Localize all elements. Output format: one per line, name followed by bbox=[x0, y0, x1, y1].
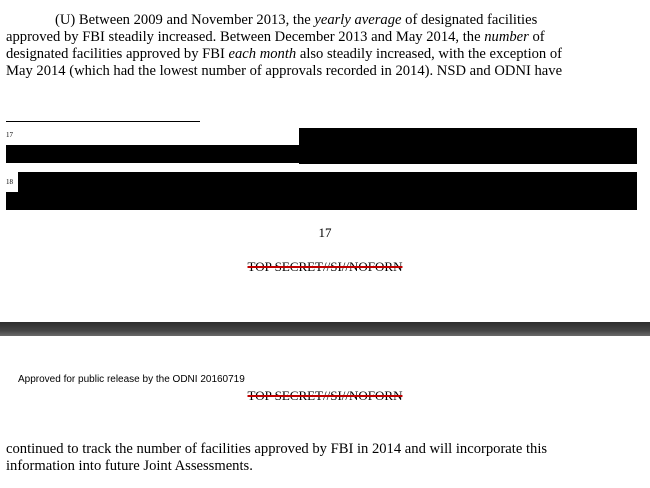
page-break-divider bbox=[0, 322, 650, 336]
paragraph-line: (U) Between 2009 and November 2013, the yearly average of designated facilities bbox=[55, 12, 538, 28]
footnote-separator bbox=[6, 121, 200, 122]
paragraph-line: approved by FBI steadily increased. Between December 2013 and May 2014, the number of bbox=[6, 29, 545, 45]
redaction-block bbox=[18, 172, 637, 192]
paragraph-line: May 2014 (which had the lowest number of approvals recorded in 2014). NSD and ODNI have bbox=[6, 63, 563, 79]
footnote-number: 17 bbox=[6, 131, 13, 139]
body-paragraph bbox=[6, 441, 646, 475]
redaction-block bbox=[6, 192, 637, 210]
body-paragraph bbox=[6, 12, 646, 80]
paragraph-line: information into future Joint Assessments. bbox=[6, 458, 253, 474]
redaction-block bbox=[299, 128, 637, 164]
redaction-block bbox=[6, 145, 299, 163]
document-page-2 bbox=[0, 336, 650, 488]
classification-marking: TOP SECRET//SI//NOFORN bbox=[247, 259, 403, 274]
paragraph-line: designated facilities approved by FBI each month also steadily increased, with the exception of bbox=[6, 46, 563, 62]
page-number: 17 bbox=[318, 225, 332, 240]
classification-marking: TOP SECRET//SI//NOFORN bbox=[247, 388, 403, 403]
footnote-number: 18 bbox=[6, 178, 13, 186]
paragraph-line: continued to track the number of facilities approved by FBI in 2014 and will incorporate this bbox=[6, 441, 548, 457]
release-stamp: Approved for public release by the ODNI 20160719 bbox=[18, 374, 245, 385]
